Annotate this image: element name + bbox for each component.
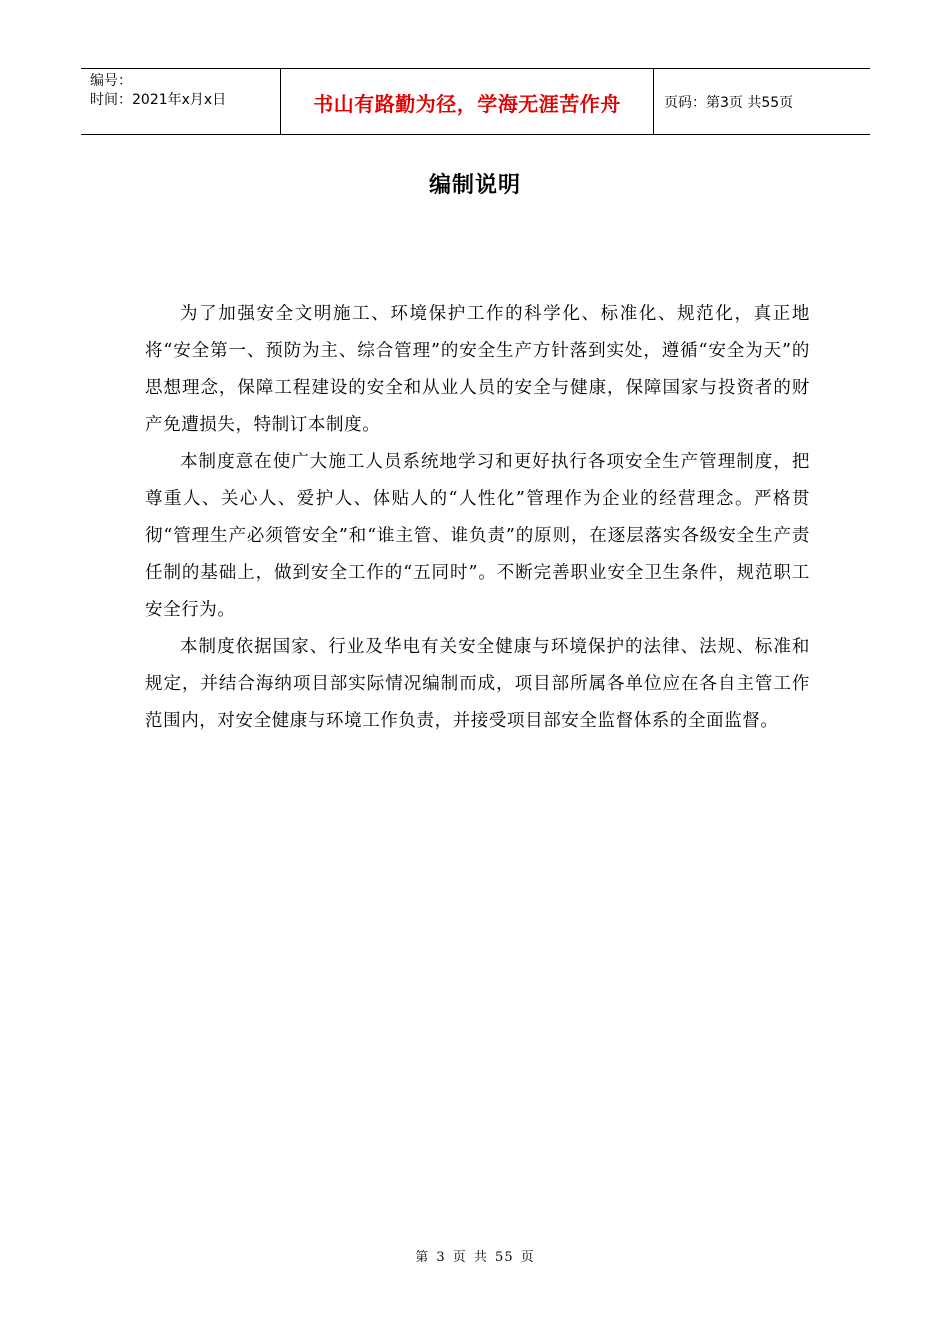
document-body [145,296,810,740]
paragraph: 为了加强安全文明施工、环境保护工作的科学化、标准化、规范化，真正地将“安全第一、预防为主、综合管理”的安全生产方针落到实处，遵循“安全为天”的思想理念，保障工程建设的安全和从业人员的安全与健康，保障国家与投资者的财产免遭损失，特制订本制度。 [145,304,810,435]
header-motto: 书山有路勤为径，学海无涯苦作舟 [313,92,621,116]
header-page-cell [654,69,870,134]
document-title: 编制说明 [428,173,521,198]
page-footer: 第 3 页 共 55 页 [415,1250,535,1265]
header-table [81,68,870,135]
paragraph: 本制度意在使广大施工人员系统地学习和更好执行各项安全生产管理制度，把尊重人、关心人、爱护人、体贴人的“人性化”管理作为企业的经营理念。严格贯彻“管理生产必须管安全”和“谁主管、谁负责”的原则，在逐层落实各级安全生产责任制的基础上，做到安全工作的“五同时”。不断完善职业安全卫生条件，规范职工安全行为。 [145,452,810,620]
header-page-info: 页码：第3页 共55页 [664,94,794,111]
paragraph: 本制度依据国家、行业及华电有关安全健康与环境保护的法律、法规、标准和规定，并结合海纳项目部实际情况编制而成，项目部所属各单位应在各自主管工作范围内，对安全健康与环境工作负责，并接受项目部安全监督体系的全面监督。 [145,637,810,731]
header-motto-cell [281,69,654,134]
header-info-cell [81,69,281,134]
document-number-label: 编号： [90,73,132,89]
document-date: 时间：2021年x月x日 [90,92,227,108]
